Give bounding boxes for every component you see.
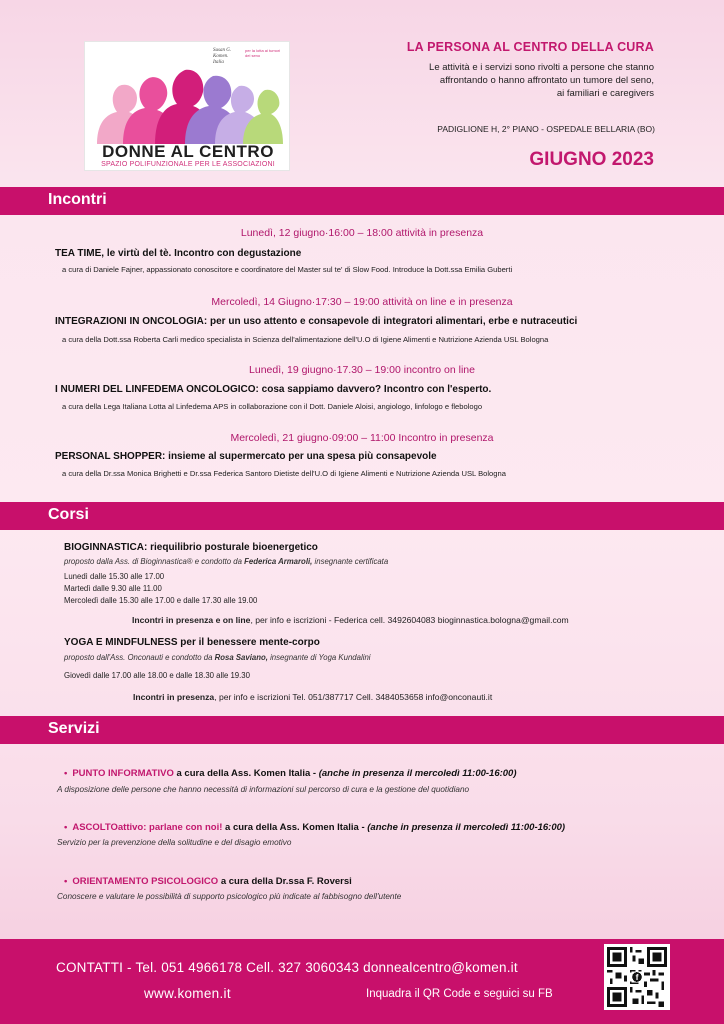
section-title: Servizi — [48, 720, 100, 737]
course-schedule: Martedì dalle 9.30 alle 11.00 — [64, 584, 162, 593]
women-silhouettes-logo-icon — [93, 52, 283, 144]
header-title: LA PERSONA AL CENTRO DELLA CURA — [406, 40, 654, 54]
event-organizer: a cura della Dott.ssa Roberta Carli medico specialista in Scienza dell'alimentazione dell'U.O di Igiene Alimenti e Nutrizione Azienda USL Bologna — [62, 335, 549, 344]
service-item: • PUNTO INFORMATIVO a cura della Ass. Komen Italia - (anche in presenza il mercoledì 11:00-16:00) — [64, 768, 517, 779]
event-date: Mercoledì, 21 giugno·09:00 – 11:00 Incontro in presenza — [230, 432, 494, 444]
qr-code-icon[interactable] — [604, 944, 670, 1010]
section-bar-servizi — [0, 716, 724, 744]
event-title: PERSONAL SHOPPER: insieme al supermercato per una spesa più consapevole — [55, 451, 437, 462]
section-title: Incontri — [48, 191, 107, 208]
header-description — [314, 61, 654, 100]
footer-qr-caption: Inquadra il QR Code e seguici su FB — [366, 988, 553, 1000]
header-description-line: Le attività e i servizi sono rivolti a persone che stanno — [429, 62, 654, 73]
footer — [0, 939, 724, 1024]
qr-code-graphic — [607, 947, 667, 1007]
event-title: I NUMERI DEL LINFEDEMA ONCOLOGICO: cosa sappiamo davvero? Incontro con l'esperto. — [55, 384, 492, 395]
course-schedule: Giovedì dalle 17.00 alle 18.00 e dalle 18.30 alle 19.30 — [64, 671, 250, 680]
section-bar-incontri — [0, 187, 724, 215]
service-description: Servizio per la prevenzione della solitudine e del disagio emotivo — [57, 838, 292, 847]
event-organizer: a cura della Lega Italiana Lotta al Linfedema APS in collaborazione con il Dott. Daniele Aloisi, angiologo, linfologo e flebologo — [62, 402, 483, 411]
event-date: Lunedì, 12 giugno·16:00 – 18:00 attività in presenza — [240, 227, 484, 239]
logo-title: DONNE AL CENTRO — [102, 142, 274, 161]
svg-text:f: f — [635, 972, 639, 983]
course-title: BIOGINNASTICA: riequilibrio posturale bioenergetico — [64, 542, 318, 553]
event-title: INTEGRAZIONI IN ONCOLOGIA: per un uso attento e consapevole di integratori alimentari, erbe e nutraceutici — [55, 316, 578, 327]
header-description-line: ai familiari e caregivers — [556, 88, 654, 99]
bullet-icon: • — [64, 876, 68, 887]
event-date: Mercoledì, 14 Giugno·17:30 – 19:00 attività on line e in presenza — [211, 296, 513, 308]
service-description: A disposizione delle persone che hanno necessità di informazioni sul percorso di cura e la gestione del quotidiano — [57, 785, 470, 794]
logo — [84, 41, 290, 171]
service-description: Conoscere e valutare le possibilità di supporto psicologico più indicate al fabbisogno dell'utente — [57, 892, 402, 901]
course-proposer: proposto dalla Ass. di Bioginnastica® e condotto da Federica Armaroli, insegnante certificata — [64, 557, 389, 566]
bullet-icon: • — [64, 768, 68, 779]
komen-logo-text: Susan G. Komen. Italia — [213, 48, 232, 65]
header-block — [314, 40, 654, 100]
event-organizer: a cura di Daniele Fajner, appassionato conoscitore e coordinatore del Master sul te' di Slow Food. Introduce la Dott.ssa Emilia Guberti — [62, 265, 513, 274]
course-schedule: Mercoledì dalle 15.30 alle 17.00 e dalle 17.30 alle 19.00 — [64, 596, 258, 605]
course-title: YOGA E MINDFULNESS per il benessere mente-corpo — [64, 637, 320, 648]
footer-website-link[interactable]: www.komen.it — [144, 986, 231, 1001]
header-month: GIUGNO 2023 — [529, 149, 654, 170]
bullet-icon: • — [64, 822, 68, 833]
course-info: Incontri in presenza e on line, per info e iscrizioni - Federica cell. 3492604083 bioginnastica.bologna@gmail.com — [132, 615, 569, 625]
course-schedule: Lunedì dalle 15.30 alle 17.00 — [64, 572, 165, 581]
section-bar-corsi — [0, 502, 724, 530]
course-info: Incontri in presenza, per info e iscrizioni Tel. 051/387717 Cell. 3484053658 info@onconauti.it — [133, 692, 493, 702]
header-place: PADIGLIONE H, 2° PIANO - OSPEDALE BELLARIA (BO) — [437, 124, 655, 134]
event-organizer: a cura della Dr.ssa Monica Brighetti e Dr.ssa Federica Santoro Dietiste dell'U.O di Igiene Alimenti e Nutrizione Azienda USL Bologna — [62, 469, 506, 478]
event-date: Lunedì, 19 giugno·17.30 – 19:00 incontro on line — [249, 364, 475, 376]
course-proposer: proposto dall'Ass. Onconauti e condotto da Rosa Saviano, insegnante di Yoga Kundalini — [64, 653, 371, 662]
komen-tagline: per la lotta ai tumori del seno — [245, 48, 281, 58]
section-title: Corsi — [48, 506, 89, 523]
event-title: TEA TIME, le virtù del tè. Incontro con degustazione — [55, 248, 302, 259]
logo-subtitle: SPAZIO POLIFUNZIONALE PER LE ASSOCIAZIONI — [101, 161, 275, 168]
footer-contacts: CONTATTI - Tel. 051 4966178 Cell. 327 3060343 donnealcentro@komen.it — [56, 960, 518, 975]
service-item: • ASCOLTOattivo: parlane con noi! a cura della Ass. Komen Italia - (anche in presenza il mercoledì 11:00-16:00) — [64, 822, 566, 833]
header-description-line: affrontando o hanno affrontato un tumore del seno, — [439, 75, 654, 86]
service-item: • ORIENTAMENTO PSICOLOGICO a cura della Dr.ssa F. Roversi — [64, 876, 352, 887]
